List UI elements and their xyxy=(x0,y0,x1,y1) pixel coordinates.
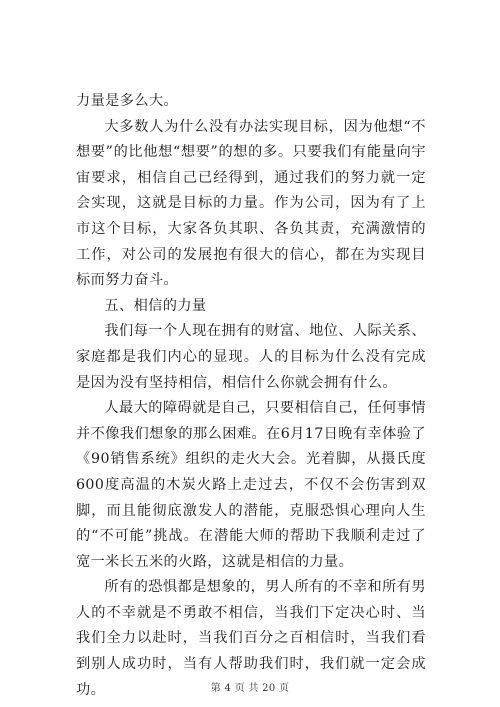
paragraph-inner-manifestation: 我们每一个人现在拥有的财富、地位、人际关系、家庭都是我们内心的显现。人的目标为什么没有完成是因为没有坚持相信，相信什么你就会拥有什么。 xyxy=(76,323,426,391)
page-footer xyxy=(0,679,500,694)
page-number: 第 4 页 共 20 页 xyxy=(210,683,290,694)
paragraph-fear: 所有的恐惧都是想象的，男人所有的不幸和所有男人的不幸就是不勇敢不相信，当我们下定决心时、当我们全力以赴时，当我们百分之百相信时，当我们看到别人成功时，当有人帮助我们时，我们就一定会成功。 xyxy=(76,579,426,698)
paragraph-firewalk: 人最大的障碍就是自己，只要相信自己，任何事情并不像我们想象的那么困难。在6月17日晚有幸体验了《90销售系统》组织的走火大会。光着脚，从摄氏度600度高温的木炭火路上走过去，不仅不会伤害到双脚，而且能彻底激发人的潜能，克服恐惧心理向人生的“不可能”挑战。在潜能大师的帮助下我顺利走过了宽一米长五米的火路，这就是相信的力量。 xyxy=(76,400,426,570)
paragraph-continuation: 力量是多么大。 xyxy=(76,93,179,109)
section-heading-belief: 五、相信的力量 xyxy=(104,297,207,314)
document-body xyxy=(76,89,426,703)
paragraph-goal-power: 大多数人为什么没有办法实现目标，因为他想“不想要”的比他想“想要”的想的多。只要我们有能量向宇宙要求，相信自己已经得到，通过我们的努力就一定会实现，这就是目标的力量。作为公司，因为有了上市这个目标，大家各负其职、各负其责，充满激情的工作，对公司的发展抱有很大的信心，都在为实现目标而努力奋斗。 xyxy=(76,118,426,289)
